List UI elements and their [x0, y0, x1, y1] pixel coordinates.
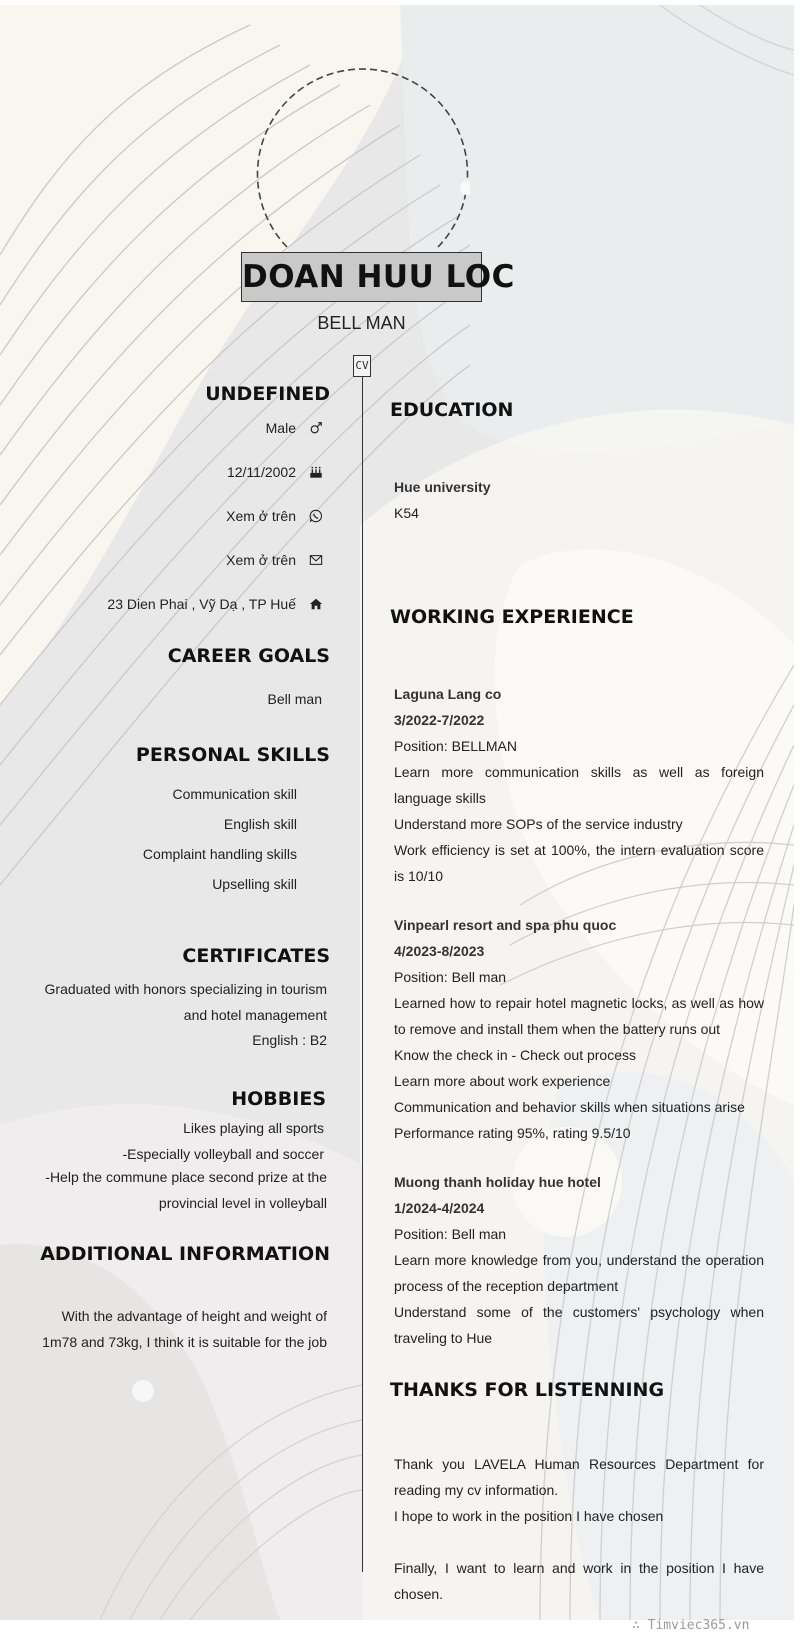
personal-info-heading: UNDEFINED	[205, 383, 330, 405]
skills-heading: PERSONAL SKILLS	[135, 744, 330, 766]
birthday-value: 12/11/2002	[226, 464, 296, 480]
thanks-line: Thank you LAVELA Human Resources Department for reading my cv information.	[394, 1456, 764, 1498]
skill-item: English skill	[223, 816, 297, 832]
skill-item: Upselling skill	[212, 876, 297, 892]
phone-row	[226, 506, 324, 526]
job-detail: Learn more knowledge from you, understand the operation process of the reception department	[394, 1252, 764, 1294]
additional-info-text: With the advantage of height and weight of 1m78 and 73kg, I think it is suitable for the job	[42, 1308, 327, 1350]
skill-item: Communication skill	[172, 786, 297, 802]
watermark-link[interactable]: ∴ Timviec365.vn	[632, 1618, 750, 1633]
job-company: Muong thanh holiday hue hotel	[394, 1174, 601, 1190]
job-detail: Work efficiency is set at 100%, the intern evaluation score is 10/10	[394, 842, 764, 884]
job-entry	[394, 912, 764, 1146]
job-detail: Communication and behavior skills when situations arise	[394, 1099, 745, 1115]
job-company: Vinpearl resort and spa phu quoc	[394, 917, 617, 933]
email-row	[226, 550, 324, 570]
job-period: 3/2022-7/2022	[394, 712, 485, 728]
job-position: Position: Bell man	[394, 1226, 507, 1242]
education-entry	[394, 474, 764, 526]
whatsapp-phone-icon	[308, 509, 324, 523]
phone-value[interactable]: Xem ở trên	[226, 508, 296, 524]
hobby-line: Likes playing all sports	[183, 1120, 324, 1136]
email-value[interactable]: Xem ở trên	[226, 552, 296, 568]
hobby-line: -Especially volleyball and soccer	[122, 1146, 324, 1162]
home-icon	[308, 597, 324, 611]
profile-photo-frame[interactable]	[255, 57, 470, 267]
career-goals-text: Bell man	[267, 691, 322, 707]
job-detail: Performance rating 95%, rating 9.5/10	[394, 1125, 631, 1141]
job-detail: Understand more SOPs of the service industry	[394, 816, 683, 832]
job-period: 1/2024-4/2024	[394, 1200, 485, 1216]
education-heading: EDUCATION	[390, 399, 514, 421]
job-position: Position: Bell man	[394, 969, 507, 985]
job-period: 4/2023-8/2023	[394, 943, 485, 959]
cv-page	[0, 5, 794, 1620]
thanks-text	[394, 1451, 764, 1607]
job-company: Laguna Lang co	[394, 686, 502, 702]
column-divider	[362, 377, 363, 1572]
address-row	[107, 594, 324, 614]
job-position: Position: BELLMAN	[394, 738, 517, 754]
job-entry	[394, 681, 764, 889]
certificates-heading: CERTIFICATES	[182, 945, 330, 967]
gender-value: Male	[265, 420, 296, 436]
career-goals-heading: CAREER GOALS	[167, 645, 330, 667]
education-detail: K54	[394, 505, 419, 521]
job-entry	[394, 1169, 764, 1351]
certificate-honors: Graduated with honors specializing in tourism and hotel management	[44, 981, 327, 1023]
job-detail: Learn more about work experience	[394, 1073, 611, 1089]
candidate-name: DOAN HUU LOC	[241, 252, 482, 302]
hobby-line: -Help the commune place second prize at the provincial level in volleyball	[45, 1169, 327, 1211]
education-school: Hue university	[394, 479, 491, 495]
job-detail: Learn more communication skills as well as foreign language skills	[394, 764, 764, 806]
gender-icon	[308, 421, 324, 435]
birthday-cake-icon	[308, 465, 324, 479]
spacer	[394, 1529, 764, 1555]
thanks-line: I hope to work in the position I have chosen	[394, 1508, 664, 1524]
hobbies-heading: HOBBIES	[231, 1088, 326, 1110]
additional-info-heading: ADDITIONAL INFORMATION	[40, 1243, 330, 1265]
thanks-heading: THANKS FOR LISTENNING	[390, 1379, 665, 1401]
thanks-line: Finally, I want to learn and work in the position I have chosen.	[394, 1560, 764, 1602]
candidate-position: BELL MAN	[317, 313, 406, 333]
birthday-row	[227, 462, 324, 482]
skill-item: Complaint handling skills	[142, 846, 297, 862]
job-detail: Understand some of the customers' psychology when traveling to Hue	[394, 1304, 764, 1346]
address-value: 23 Dien Phai , Vỹ Dạ , TP Huế	[107, 596, 296, 612]
cv-marker: CV	[353, 355, 371, 377]
experience-heading: WORKING EXPERIENCE	[390, 606, 634, 628]
certificate-english: English : B2	[252, 1032, 327, 1048]
gender-row	[266, 418, 324, 438]
envelope-icon	[308, 553, 324, 567]
job-detail: Learned how to repair hotel magnetic locks, as well as how to remove and install them when the battery runs out	[394, 995, 764, 1037]
job-detail: Know the check in - Check out process	[394, 1047, 637, 1063]
